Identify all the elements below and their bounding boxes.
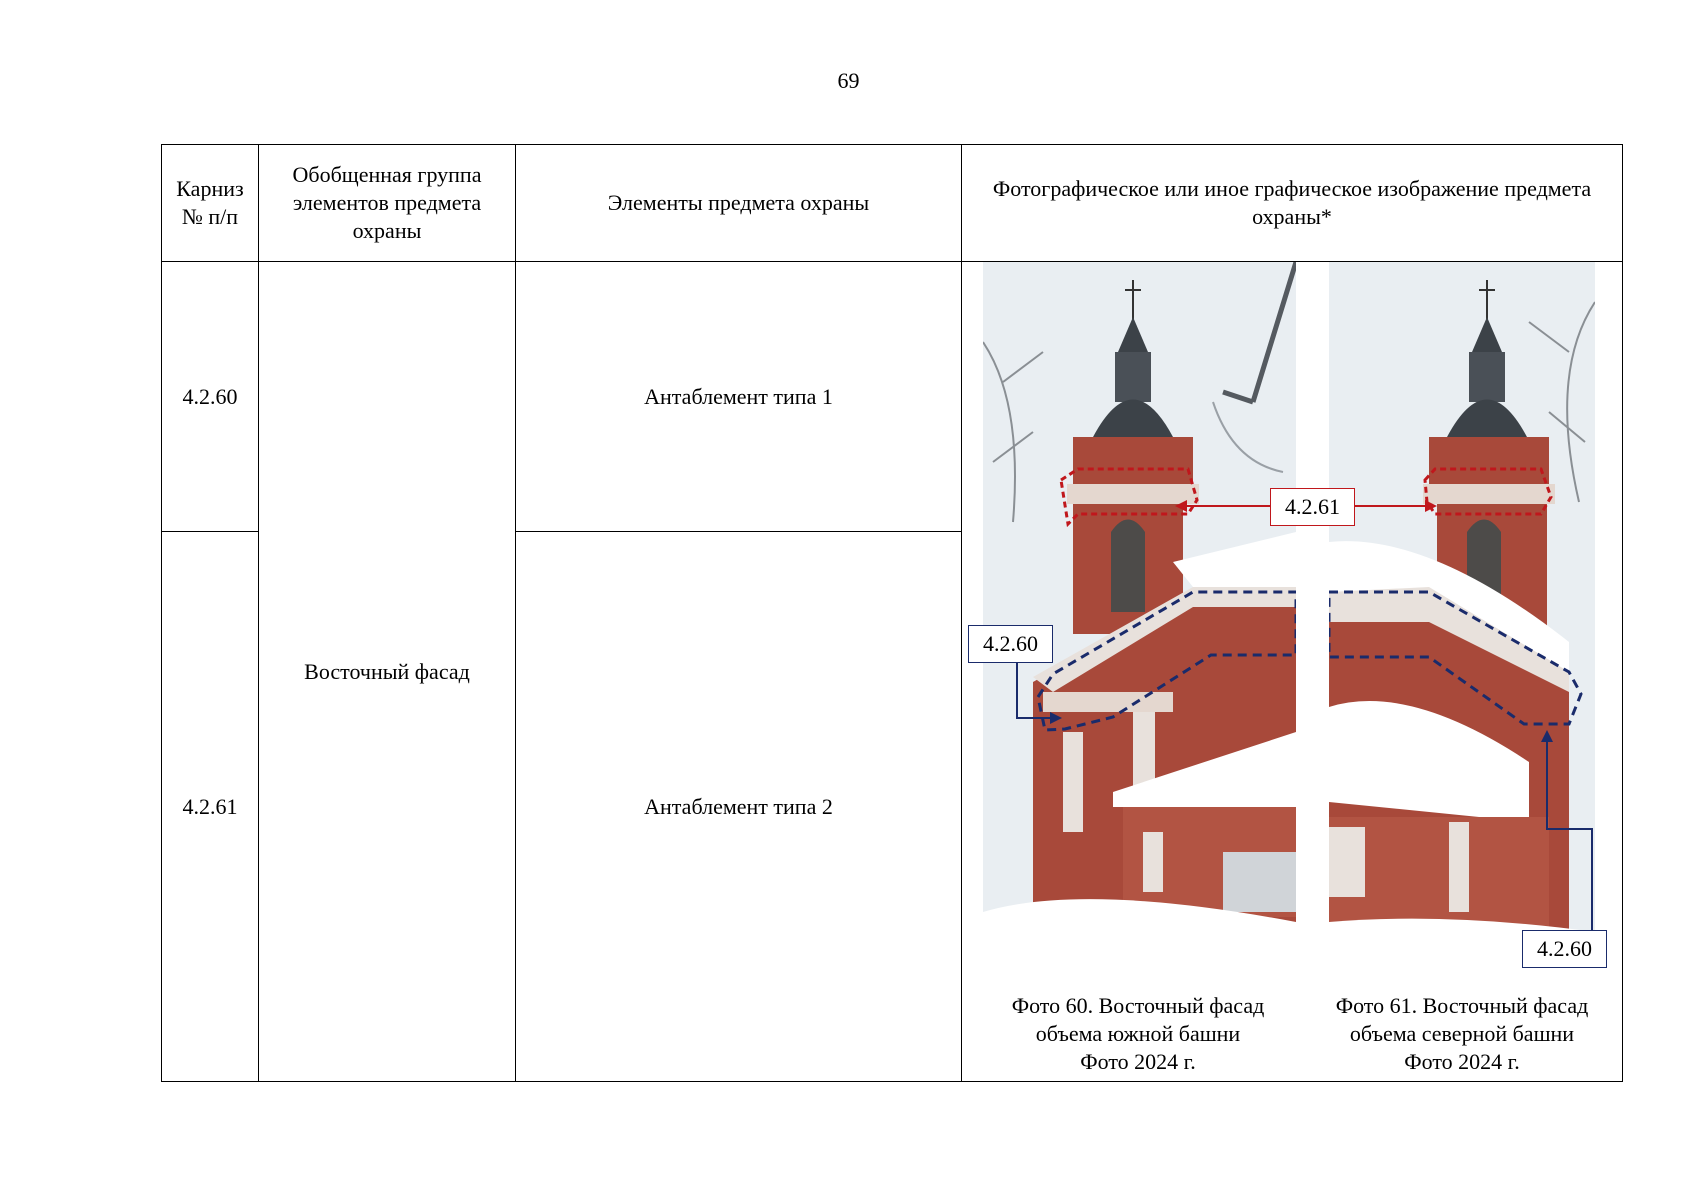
group-cell: Восточный фасад <box>259 262 516 1082</box>
marker-label-4-2-60-right: 4.2.60 <box>1522 930 1607 968</box>
row-number: 4.2.61 <box>162 532 259 1082</box>
photo-61-caption: Фото 61. Восточный фасад объема северной башни Фото 2024 г. <box>1335 993 1589 1074</box>
page-number: 69 <box>837 68 860 93</box>
header-group: Обобщенная группа элементов предмета охраны <box>259 145 516 262</box>
marker-label-4-2-60-left: 4.2.60 <box>968 625 1053 663</box>
marker-label-4-2-61: 4.2.61 <box>1270 488 1355 526</box>
element-cell: Антаблемент типа 2 <box>516 532 962 1082</box>
element-cell: Антаблемент типа 1 <box>516 262 962 532</box>
header-image: Фотографическое или иное графическое изображение предмета охраны* <box>962 145 1623 262</box>
header-number: Карниз № п/п <box>162 145 259 262</box>
header-elements: Элементы предмета охраны <box>516 145 962 262</box>
photo-cell <box>962 262 1623 1082</box>
protection-table <box>161 144 1623 1082</box>
photo-area <box>962 262 1623 1074</box>
photo-60-caption: Фото 60. Восточный фасад объема южной башни Фото 2024 г. <box>1011 993 1265 1074</box>
marker-connectors <box>962 262 1623 966</box>
row-number: 4.2.60 <box>162 262 259 532</box>
